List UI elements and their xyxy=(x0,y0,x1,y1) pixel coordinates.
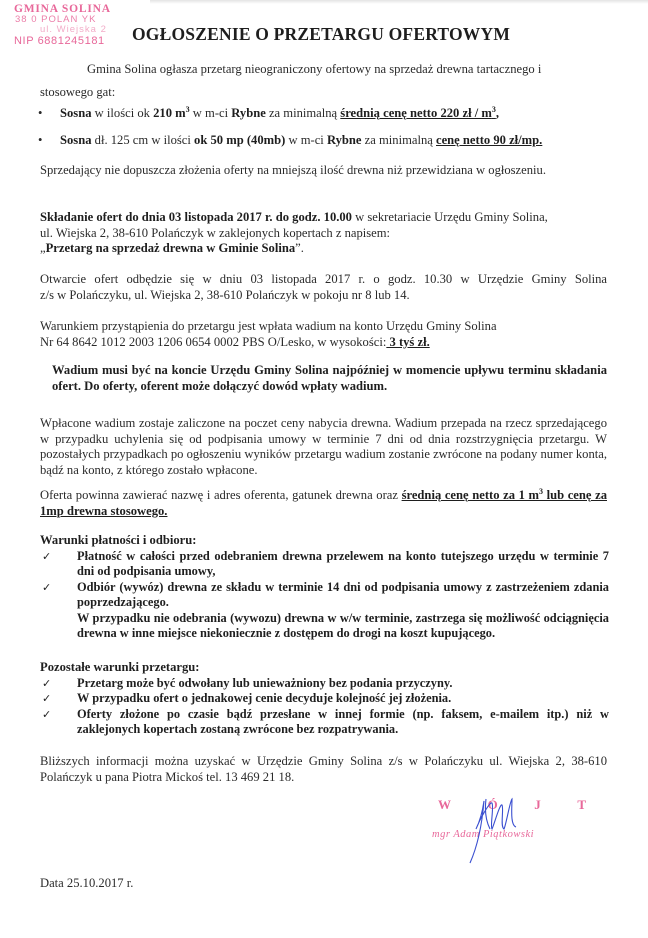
check-icon: ✓ xyxy=(42,580,52,594)
stamp-title-wojt: W Ó J T xyxy=(438,797,588,812)
list-item: • Sosna w ilości ok 210 $m^3$ w m-ci Rybne za minimalną średnią cenę netto 220 zł / $m^3$, xyxy=(38,104,500,120)
stamp-line-1: GMINA SOLINA xyxy=(14,3,111,15)
page-title: OGŁOSZENIE O PRZETARGU OFERTOWYM xyxy=(132,24,511,44)
other-terms-heading: Pozostałe warunki przetargu: xyxy=(40,660,200,674)
stamp-nip: NIP 6881245181 xyxy=(14,35,105,47)
bullet-icon: • xyxy=(38,133,43,147)
contact-paragraph: Bliższych informacji można uzyskać w Urzędzie Gminy Solina z/s w Polańczyku ul. Wiejska 2, 38-610 Polańczyk u pana Piotra Mickoś tel. 13 469 21 18. xyxy=(40,754,607,784)
deposit-note: Wadium musi być na koncie Urzędu Gminy Solina najpóźniej w momencie upływu terminu składania ofert. Do oferty, oferent może dołączyć dowód wpłaty wadium. xyxy=(52,363,607,393)
list-item: ✓ Przetarg może być odwołany lub unieważniony bez podania przyczyny. xyxy=(42,676,453,690)
other-terms-list xyxy=(40,676,609,738)
deposit-amount: 3 tyś zł. xyxy=(386,334,430,349)
scan-edge-shadow xyxy=(150,0,648,4)
deposit-paragraph: Warunkiem przystąpienia do przetargu jest wpłata wadium na konto Urzędu Gminy Solina Nr 64 8642 1012 2003 1206 0654 0002 PBS O/Lesko, w wysokości: 3 tyś zł. xyxy=(40,319,497,349)
intro-line-2: stosowego gat: xyxy=(40,85,116,99)
list-item: ✓ W przypadku ofert o jednakowej cenie decyduje kolejność jej złożenia. xyxy=(42,691,452,706)
list-item-continuation: W przypadku nie odebrania (wywozu) drewna w w/w terminie, zastrzega się możliwość odciągnięcia drewna w inne miejsce niekoniecznie z dostępem do drogi na koszt kupującego. xyxy=(77,610,609,641)
office-stamp xyxy=(10,3,140,47)
bullet-icon: • xyxy=(38,106,43,120)
list-item: ✓ Oferty złożone po czasie bądź przesłane w innej formie (np. faksem, e-mailem itp.) niż w zaklejonych kopertach zostaną zwrócone bez rozpatrywania. xyxy=(42,706,609,737)
check-icon: ✓ xyxy=(42,692,52,706)
list-item: ✓ Płatność w całości przed odebraniem drewna przelewem na konto tutejszego urzędu w terminie 7 dni od podpisania umowy, xyxy=(42,549,609,579)
payment-terms-list xyxy=(40,549,609,641)
list-item: ✓ Odbiór (wywóz) drewna ze składu w terminie 14 dni od podpisania umowy z zastrzeżeniem zdania poprzedzającego. xyxy=(42,579,609,610)
deposit-rules: Wpłacone wadium zostaje zaliczone na poczet ceny nabycia drewna. Wadium przepada na rzecz sprzedającego w przypadku uchylenia się od podpisania umowy w terminie 7 dni od dnia rozstrzygnięcia przetargu. W pozostałych przypadkach po ogłoszeniu wyników przetargu wadium zostanie zwrócone na podany numer konta, bądź na konto, z którego zostało wpłacone. xyxy=(40,416,607,477)
check-icon: ✓ xyxy=(42,550,52,563)
payment-terms-heading: Warunki płatności i odbioru: xyxy=(40,533,197,547)
stamp-line-3: ul. Wiejska 2 xyxy=(40,24,107,35)
intro-line-1: Gmina Solina ogłasza przetarg nieograniczony ofertowy na sprzedaż drewna tartacznego i xyxy=(87,62,542,76)
document-date: Data 25.10.2017 r. xyxy=(40,876,134,890)
offer-content-paragraph: Oferta powinna zawierać nazwę i adres oferenta, gatunek drewna oraz średnią cenę netto za 1 $m^3$ lub cenę za 1mp drewna stosowego. xyxy=(40,486,607,518)
list-item: • Sosna dł. 125 cm w ilości ok 50 mp (40mb) w m-ci Rybne za minimalną cenę netto 90 zł/mp. xyxy=(38,133,543,147)
signatory-name: mgr Adam Piątkowski xyxy=(432,829,535,840)
handwritten-signature-icon xyxy=(460,795,540,865)
check-icon: ✓ xyxy=(42,707,52,721)
check-icon: ✓ xyxy=(42,677,52,690)
stamp-line-2: 38 0 POLAN YK xyxy=(15,14,97,25)
submission-paragraph: Składanie ofert do dnia 03 listopada 2017 r. do godz. 10.00 w sekretariacie Urzędu Gminy Solina, ul. Wiejska 2, 38-610 Polańczyk w zaklejonych kopertach z napisem: „Przetarg na sprzedaż drewna w Gminie Solina”. xyxy=(40,210,548,255)
opening-paragraph: Otwarcie ofert odbędzie się w dniu 03 listopada 2017 r. o godz. 10.30 w Urzędzie Gminy Solina z/s w Polańczyku, ul. Wiejska 2, 38-610 Polańczyk w pokoju nr 8 lub 14. xyxy=(40,272,607,302)
signature-block xyxy=(420,795,590,865)
minimum-quantity-note: Sprzedający nie dopuszcza złożenia oferty na mniejszą ilość drewna niż przewidziana w ogłoszeniu. xyxy=(40,163,546,177)
